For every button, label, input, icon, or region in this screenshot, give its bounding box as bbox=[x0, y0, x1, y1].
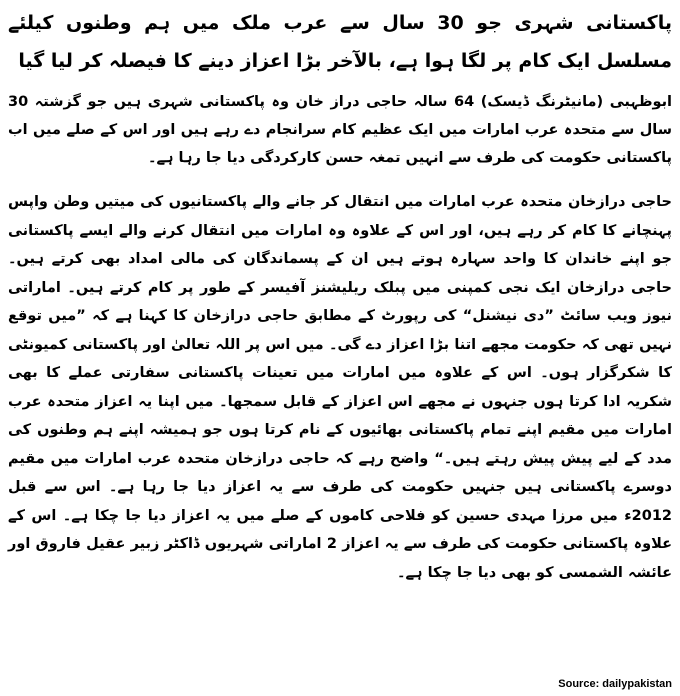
article-body-paragraph: حاجی درازخان متحدہ عرب امارات میں انتقال کر جانے والے پاکستانیوں کی میتیں وطن واپس پہنچانے کا کام کر رہے ہیں، اور اس کے علاوہ وہ امارات میں انتقال کرنے والے ایسے پاکستانی جو اپنے خاندان کا واحد سہارہ ہوتے ہیں ان کے پسماندگان کی مالی امداد بھی کرتے ہیں۔ حاجی درازخان ایک نجی کمپنی میں پبلک ریلیشنز آفیسر کے طور پر کام کرتے ہیں۔ اماراتی نیوز ویب سائٹ ”دی نیشنل“ کی رپورٹ کے مطابق حاجی درازخان کا کہنا ہے کہ ”میں توقع نہیں تھی کہ حکومت مجھے اتنا بڑا اعزاز دے گی۔ میں اس پر اللہ تعالیٰ اور پاکستانی کمیونٹی کا شکرگزار ہوں۔ اس کے علاوہ میں امارات میں تعینات پاکستانی سفارتی عملے کا بھی شکریہ ادا کرتا ہوں جنہوں نے مجھے اس اعزاز کے قابل سمجھا۔ میں اپنا یہ اعزاز متحدہ عرب امارات میں مقیم اپنے تمام پاکستانی بھائیوں کے نام کرتا ہوں جو ہمیشہ اپنے ہم وطنوں کی مدد کے لیے پیش پیش رہتے ہیں۔“ واضح رہے کہ حاجی درازخان متحدہ عرب امارات میں مقیم دوسرے پاکستانی ہیں جنہیں حکومت کی طرف سے یہ اعزاز دیا جا رہا ہے۔ اس سے قبل 2012ء میں مرزا مہدی حسین کو فلاحی کاموں کے صلے میں یہ اعزاز دیا جا چکا ہے۔ اس کے علاوہ پاکستانی حکومت کی طرف سے یہ اعزاز 2 اماراتی شہریوں ڈاکٹر زبیر عقیل فاروق اور عائشہ الشمسی کو بھی دیا جا چکا ہے۔ bbox=[8, 194, 672, 581]
news-article bbox=[8, 4, 672, 587]
article-headline: پاکستانی شہری جو 30 سال سے عرب ملک میں ہم وطنوں کیلئے مسلسل ایک کام پر لگا ہوا ہے، بالآخر بڑا اعزاز دینے کا فیصلہ کر لیا گیا bbox=[8, 12, 672, 72]
source-credit: Source: dailypakistan bbox=[558, 678, 672, 690]
article-lead-paragraph: ابوظہبی (مانیٹرنگ ڈیسک) 64 سالہ حاجی دراز خان وہ پاکستانی شہری ہیں جو گزشتہ 30 سال سے متحدہ عرب امارات میں ایک عظیم کام سرانجام دے رہے ہیں اور اس کے صلے میں اب پاکستانی حکومت کی طرف سے انہیں تمغہ حسن کارکردگی دیا جا رہا ہے۔ bbox=[8, 94, 673, 166]
